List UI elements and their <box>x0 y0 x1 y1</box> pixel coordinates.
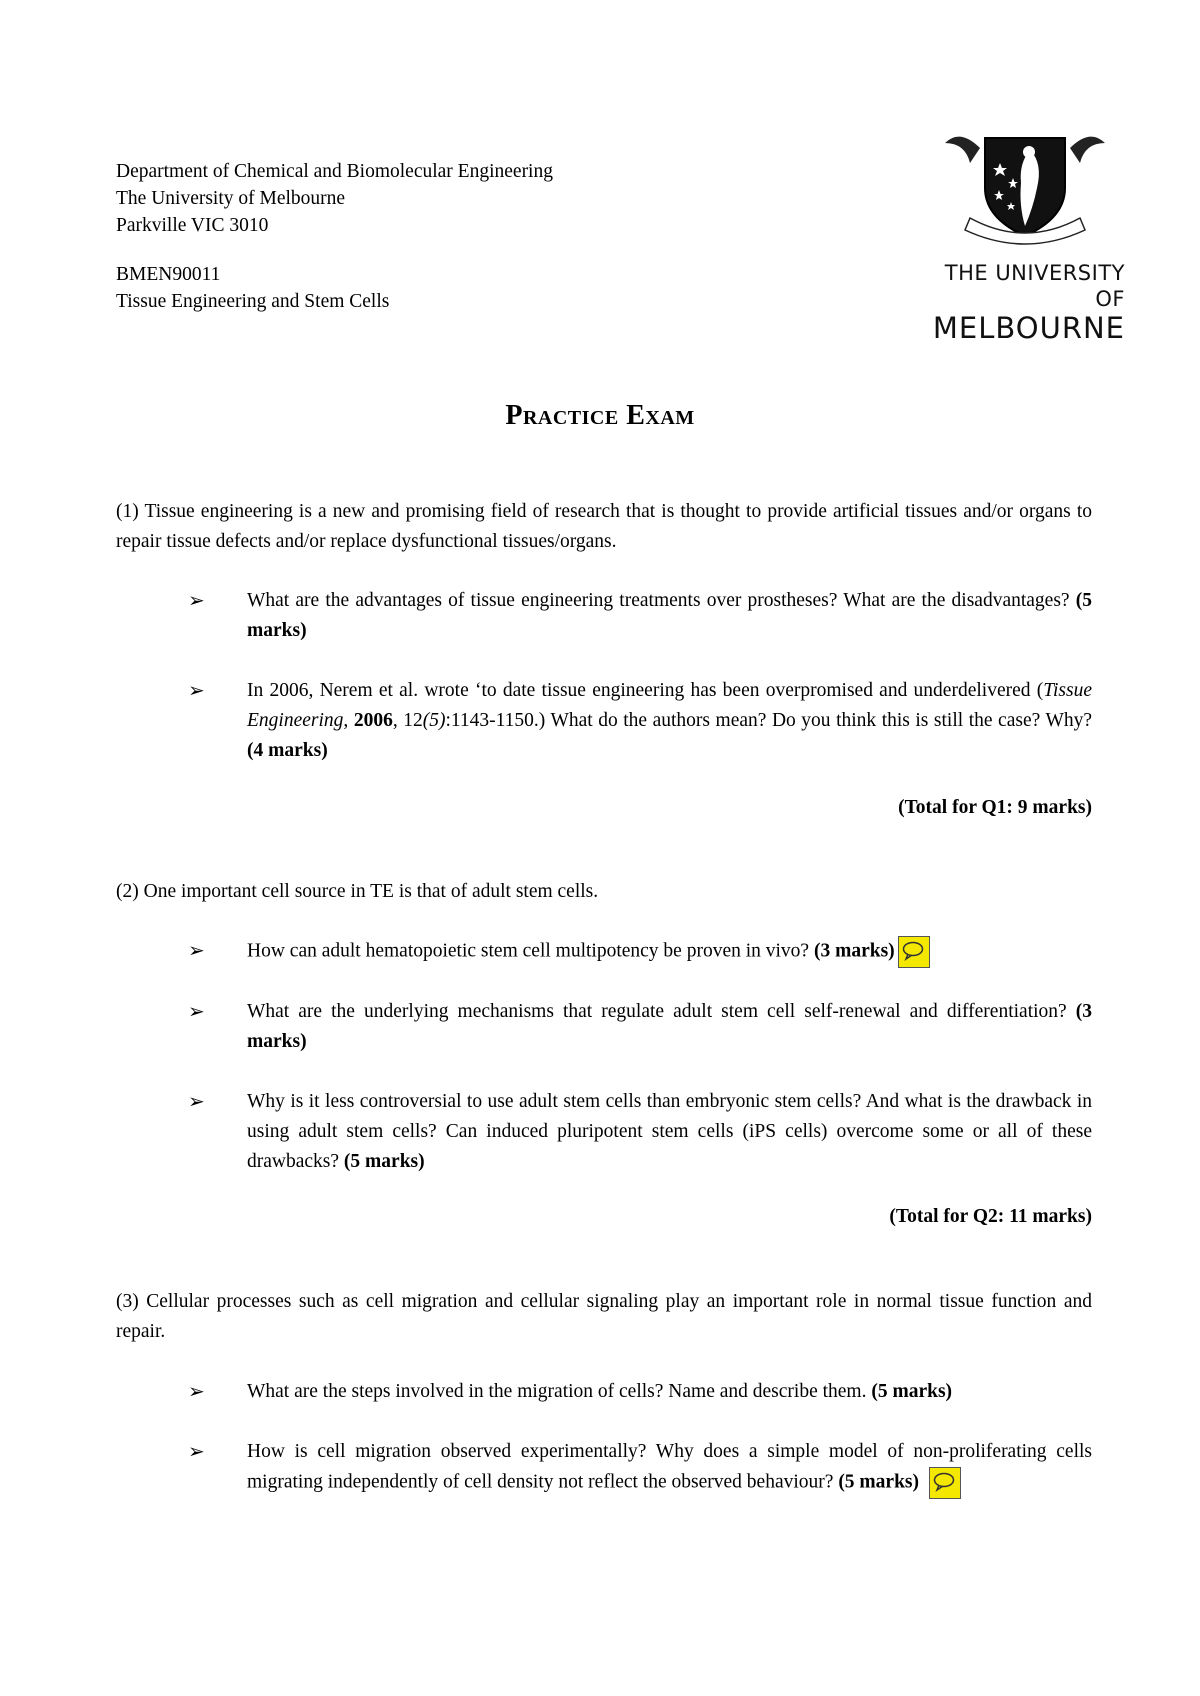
q2-total: (Total for Q2: 11 marks) <box>889 1206 1092 1227</box>
q3-intro: (3) Cellular processes such as cell migration and cellular signaling play an important role in normal tissue function and repair. <box>116 1291 1092 1342</box>
q1-issue: (5) <box>422 710 446 731</box>
department-line: Department of Chemical and Biomolecular Engineering <box>116 161 553 182</box>
q2-bullet-2-text: What are the underlying mechanisms that regulate adult stem cell self-renewal and differentiation? <box>247 1001 1067 1022</box>
q2-bullet-1-text: How can adult hematopoietic stem cell multipotency be proven in vivo? <box>247 940 810 962</box>
q3-bullet-2-text: How is cell migration observed experimentally? Why does a simple model of non-proliferating cells migrating independently of cell density not reflect the observed behaviour? <box>247 1441 1092 1493</box>
wordmark-line-2: MELBOURNE <box>932 311 1125 345</box>
address-line: Parkville VIC 3010 <box>116 215 269 236</box>
q1-bullet-1 <box>247 586 1092 646</box>
q2-bullet-3-marks: (5 marks) <box>343 1151 425 1172</box>
course-code: BMEN90011 <box>116 264 221 285</box>
page-title: Practice Exam <box>505 400 695 431</box>
comment-note-icon[interactable] <box>929 1467 961 1499</box>
q1-intro: (1) Tissue engineering is a new and promising field of research that is thought to provide artificial tissues and/or organs to repair tissue defects and/or replace dysfunctional tissues/organs. <box>116 501 1092 552</box>
university-wordmark <box>915 260 1125 344</box>
q1-volume: , 12 <box>392 710 423 731</box>
university-line: The University of Melbourne <box>116 188 346 209</box>
q3-bullet-1 <box>247 1377 1092 1407</box>
q1-bullet-2-post: :1143-1150.) What do the authors mean? Do you think this is still the case? Why? <box>445 710 1093 731</box>
q1-bullet-1-marks: (5 marks) <box>247 590 1092 641</box>
q1-bullet-2-marks: (4 marks) <box>247 740 328 761</box>
arrowhead-bullet-icon: ➢ <box>188 1441 205 1463</box>
q1-year: 2006 <box>353 710 393 731</box>
crest-icon <box>925 118 1125 258</box>
q1-bullet-2: In 2006, Nerem et al. wrote ‘to date tissue engineering has been overpromised and underdelivered (Tissue Engineering, 2006, 12(5):1143-1150.) What do the authors mean? Do you think this is still the case? Why? (4 marks) <box>247 680 1093 761</box>
wordmark-line-1: THE UNIVERSITY OF <box>944 261 1125 311</box>
q1-bullet-2-pre: In 2006, Nerem et al. wrote ‘to date tissue engineering has been overpromised and underdelivered ( <box>247 680 1044 701</box>
arrowhead-bullet-icon: ➢ <box>188 590 205 612</box>
arrowhead-bullet-icon: ➢ <box>188 1381 205 1403</box>
q2-bullet-2 <box>247 997 1092 1057</box>
q2-bullet-1-marks: (3 marks) <box>813 940 895 962</box>
q3-bullet-2-marks: (5 marks) <box>838 1471 920 1493</box>
q1-bullet-1-text: What are the advantages of tissue engineering treatments over prostheses? What are the disadvantages? <box>247 590 1070 611</box>
q2-bullet-1 <box>247 936 1092 968</box>
q2-intro: (2) One important cell source in TE is that of adult stem cells. <box>116 881 599 902</box>
q3-bullet-1-marks: (5 marks) <box>871 1381 953 1402</box>
q1-total: (Total for Q1: 9 marks) <box>898 797 1092 818</box>
q2-bullet-3-text: Why is it less controversial to use adult stem cells than embryonic stem cells? And what is the drawback in using adult stem cells? Can induced pluripotent stem cells (iPS cells) overcome some or all of these drawbacks? <box>247 1091 1092 1172</box>
comment-note-icon[interactable] <box>898 936 930 968</box>
q2-bullet-3 <box>247 1087 1092 1177</box>
q3-bullet-2 <box>247 1437 1092 1499</box>
course-name: Tissue Engineering and Stem Cells <box>116 291 390 312</box>
q1-journal: Tissue Engineering <box>247 680 1092 731</box>
arrowhead-bullet-icon: ➢ <box>188 1091 205 1113</box>
q2-bullet-2-marks: (3 marks) <box>247 1001 1093 1052</box>
q3-bullet-1-text: What are the steps involved in the migration of cells? Name and describe them. <box>247 1381 867 1402</box>
arrowhead-bullet-icon: ➢ <box>188 680 205 702</box>
arrowhead-bullet-icon: ➢ <box>188 940 205 962</box>
header-address <box>116 158 553 315</box>
arrowhead-bullet-icon: ➢ <box>188 1001 205 1023</box>
